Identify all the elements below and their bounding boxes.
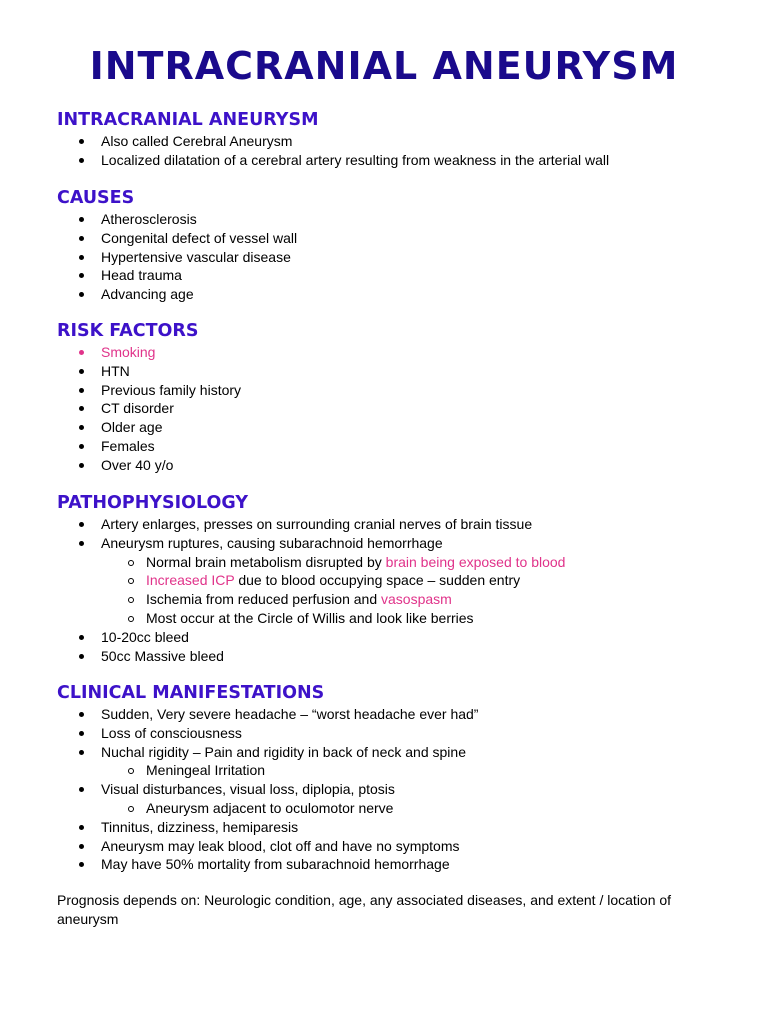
- pathophysiology-list: [57, 515, 747, 665]
- list-item: CT disorder: [57, 399, 747, 418]
- sub-list-item: Meningeal Irritation: [57, 761, 747, 780]
- section-intro: [57, 109, 747, 170]
- page-title: INTRACRANIAL ANEURYSM: [89, 44, 679, 88]
- risk-factors-list: [57, 343, 747, 475]
- sub-list-item: [57, 590, 747, 609]
- prognosis-paragraph: Prognosis depends on: Neurologic condition, age, any associated diseases, and extent / location of aneurysm: [57, 892, 672, 927]
- list-item: HTN: [57, 362, 747, 381]
- list-item: Previous family history: [57, 381, 747, 400]
- section-causes: [57, 187, 747, 304]
- section-pathophysiology: [57, 492, 747, 665]
- sub-list-item: Aneurysm adjacent to oculomotor nerve: [57, 799, 747, 818]
- list-item: Females: [57, 437, 747, 456]
- sub-list-item: Most occur at the Circle of Willis and look like berries: [57, 609, 747, 628]
- list-item: Aneurysm ruptures, causing subarachnoid hemorrhage: [57, 534, 747, 553]
- causes-list: [57, 210, 747, 304]
- list-item: 10-20cc bleed: [57, 628, 747, 647]
- list-item: Artery enlarges, presses on surrounding cranial nerves of brain tissue: [57, 515, 747, 534]
- list-item: 50cc Massive bleed: [57, 647, 747, 666]
- list-item: Over 40 y/o: [57, 456, 747, 475]
- section-risk-factors: [57, 320, 747, 475]
- intro-list: [57, 132, 747, 170]
- list-item: Advancing age: [57, 285, 747, 304]
- list-item: Also called Cerebral Aneurysm: [57, 132, 747, 151]
- list-item: May have 50% mortality from subarachnoid hemorrhage: [57, 855, 747, 874]
- list-item: Sudden, Very severe headache – “worst headache ever had”: [57, 705, 747, 724]
- list-item: Aneurysm may leak blood, clot off and have no symptoms: [57, 837, 747, 856]
- section-heading-clinical-manifestations: CLINICAL MANIFESTATIONS: [57, 683, 325, 703]
- list-item: Congenital defect of vessel wall: [57, 229, 747, 248]
- section-clinical-manifestations: [57, 682, 747, 874]
- list-item: Nuchal rigidity – Pain and rigidity in back of neck and spine: [57, 743, 747, 762]
- section-heading-intro: INTRACRANIAL ANEURYSM: [57, 110, 319, 130]
- list-item: Smoking: [57, 343, 747, 362]
- sub-item-text: Normal brain metabolism disrupted by: [146, 553, 386, 570]
- sub-item-text: Ischemia from reduced perfusion and: [146, 591, 382, 608]
- sub-item-text: due to blood occupying space – sudden entry: [234, 572, 521, 589]
- list-item: Hypertensive vascular disease: [57, 248, 747, 267]
- section-heading-pathophysiology: PATHOPHYSIOLOGY: [57, 493, 249, 513]
- list-item: Older age: [57, 418, 747, 437]
- clinical-manifestations-list: [57, 705, 747, 874]
- list-item: Loss of consciousness: [57, 724, 747, 743]
- highlighted-text: vasospasm: [381, 591, 452, 608]
- list-item: Atherosclerosis: [57, 210, 747, 229]
- sub-list-item: [57, 571, 747, 590]
- sub-list-item: [57, 553, 747, 572]
- list-item: Head trauma: [57, 266, 747, 285]
- list-item: Tinnitus, dizziness, hemiparesis: [57, 818, 747, 837]
- list-item: Visual disturbances, visual loss, diplopia, ptosis: [57, 780, 747, 799]
- list-item: Localized dilatation of a cerebral artery resulting from weakness in the arterial wall: [57, 151, 747, 170]
- highlighted-text: Increased ICP: [146, 572, 235, 589]
- section-heading-risk-factors: RISK FACTORS: [57, 321, 199, 341]
- section-heading-causes: CAUSES: [57, 188, 135, 208]
- highlighted-text: brain being exposed to blood: [385, 553, 566, 570]
